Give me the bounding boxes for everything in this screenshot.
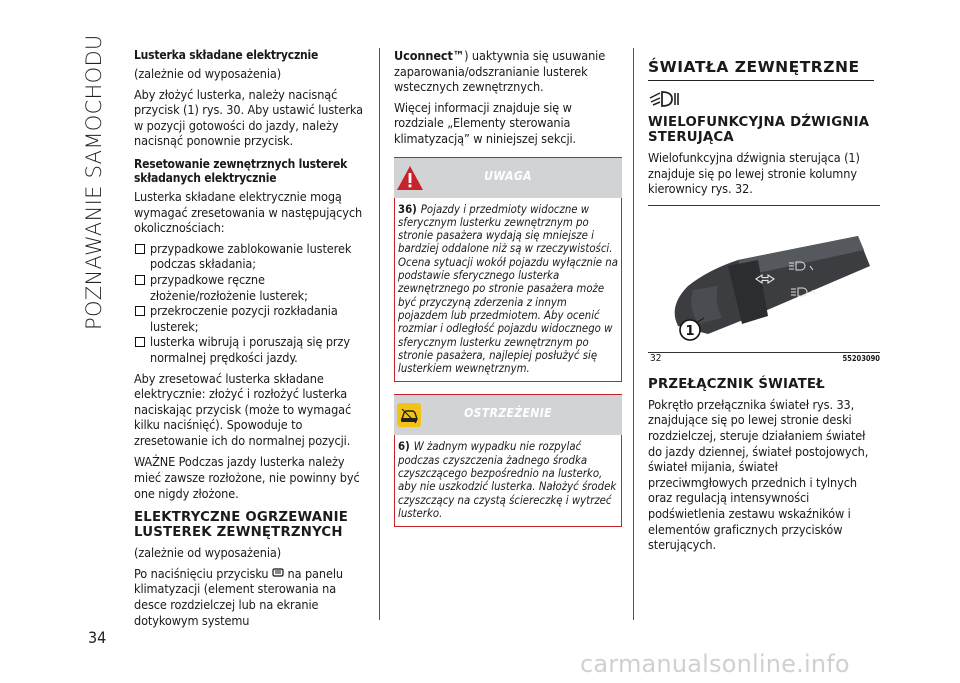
column-divider: [379, 48, 380, 620]
list-item: przekroczenie pozycji rozkładania lusterek;: [134, 303, 366, 334]
lever-illustration: [648, 206, 880, 352]
caution-title: OSTRZEŻENIE: [464, 406, 552, 421]
heading-reset-mirrors: Resetowanie zewnętrznych lusterek składanych elektrycznie: [134, 156, 348, 185]
paragraph: (zależnie od wyposażenia): [134, 545, 282, 561]
warning-title: UWAGA: [484, 168, 532, 183]
list-item: przypadkowe zablokowanie lusterek podczas składania;: [134, 241, 366, 272]
list-item: przypadkowe ręczne złożenie/rozłożenie lusterek;: [134, 272, 366, 303]
heading-multifunction-lever: WIELOFUNKCYJNA DŹWIGNIA STERUJĄCA: [648, 115, 870, 145]
warning-body: 36) Pojazdy i przedmioty widoczne w sferycznym lusterku zewnętrznym po stronie pasażera wydają się mniejsze i bardziej oddalone niż są w rzeczywistości. Ocena sytuacji wokół pojazdu wyłącznie na podstawie sferycznego lusterka zewnętrznego po stronie pasażera może być przyczyną zderzenia z innym pojazdem lub przedmiotem. Aby ocenić rozmiar i odległość pojazdu widocznego w sferycznym lusterku zewnętrznym po stronie pasażera, najlepiej posłużyć się lusterkiem wewnętrznym.: [398, 202, 618, 376]
checkbox-bullet-icon: [135, 275, 145, 285]
column-2: [394, 48, 622, 527]
checkbox-bullet-icon: [135, 306, 145, 316]
figure-lever: [648, 205, 880, 353]
caution-callout: [394, 394, 622, 527]
headlight-icon: [648, 89, 880, 111]
heading-folding-mirrors: Lusterka składane elektrycznie: [134, 48, 319, 62]
column-divider: [633, 48, 634, 620]
checkbox-bullet-icon: [135, 337, 145, 347]
defrost-mirror-icon: [272, 568, 284, 578]
paragraph: Wielofunkcyjna dźwignia sterująca (1) znajduje się po lewej stronie kolumny kierownicy rys. 32.: [648, 150, 860, 197]
paragraph: Lusterka składane elektrycznie mogą wymagać zresetowania w następujących okolicznościach:: [134, 188, 363, 236]
paragraph: Pokrętło przełącznika świateł rys. 33, znajdujące się po lewej stronie deski rozdzielczej, steruje działaniem świateł do jazdy dziennej, świateł postojowych, świateł mijania, świateł przeciwmgłowych przednich i tylnych oraz regulacją intensywności podświetlenia zestawu wskaźników i elementów graficznych przycisków sterujących.: [648, 396, 869, 553]
figure-callout-number: 1: [685, 323, 695, 339]
section-title-exterior-lights: ŚWIATŁA ZEWNĘTRZNE: [648, 58, 874, 81]
paragraph: Aby zresetować lusterka składane elektrycznie: złożyć i rozłożyć lusterka naciskając przycisk (może to wymagać kilku naciśnięć). Spowoduje to zresetowanie ich do normalnej pozycji.: [134, 370, 352, 448]
column-3: [648, 58, 880, 558]
figure-code: 55203090: [842, 353, 880, 363]
paragraph: Uconnect™) uaktywnia się usuwanie zaparowania/odszranianie lusterek wstecznych zewnętrznych.: [394, 48, 606, 95]
paragraph-important: WAŻNE Podczas jazdy lusterka należy mieć zawsze rozłożone, nie powinny być one nigdy złożone.: [134, 454, 360, 501]
checkbox-bullet-icon: [135, 244, 145, 254]
warning-header: [394, 158, 622, 198]
column-1: [134, 48, 366, 633]
page-number: 34: [88, 628, 107, 647]
caution-header: [394, 395, 622, 435]
paragraph: Po naciśnięciu przycisku na panelu klimatyzacji (element sterowania na desce rozdzielczej lub na ekranie dotykowym systemu: [134, 565, 343, 628]
figure-number: 32: [650, 352, 662, 364]
paragraph: (zależnie od wyposażenia): [134, 66, 282, 81]
figure-caption: [648, 353, 880, 367]
heading-light-switch: PRZEŁĄCZNIK ŚWIATEŁ: [648, 376, 825, 392]
warning-callout: [394, 157, 622, 383]
caution-body: 6) W żadnym wypadku nie rozpylać podczas czyszczenia żadnego środka czyszczącego bezpośrednio na lusterko, aby nie uszkodzić lusterka. Nałożyć środek czyszczący na czystą ściereczkę i wytrzeć lusterko.: [398, 440, 617, 520]
side-section-title: POZNAWANIE SAMOCHODU: [82, 34, 106, 330]
list-item: lusterka wibrują i poruszają się przy normalnej prędkości jazdy.: [134, 334, 366, 365]
paragraph: Aby złożyć lusterka, należy nacisnąć przycisk (1) rys. 30. Aby ustawić lusterka w pozycji gotowości do jazdy, należy nacisnąć ponownie przycisk.: [134, 86, 363, 149]
watermark: carmanualsonline.info: [580, 650, 850, 678]
paragraph: Więcej informacji znajduje się w rozdziale „Elementy sterowania klimatyzacją” w niniejszej sekcji.: [394, 99, 577, 146]
heading-mirror-heating: ELEKTRYCZNE OGRZEWANIE LUSTEREK ZEWNĘTRZNYCH: [134, 510, 349, 541]
